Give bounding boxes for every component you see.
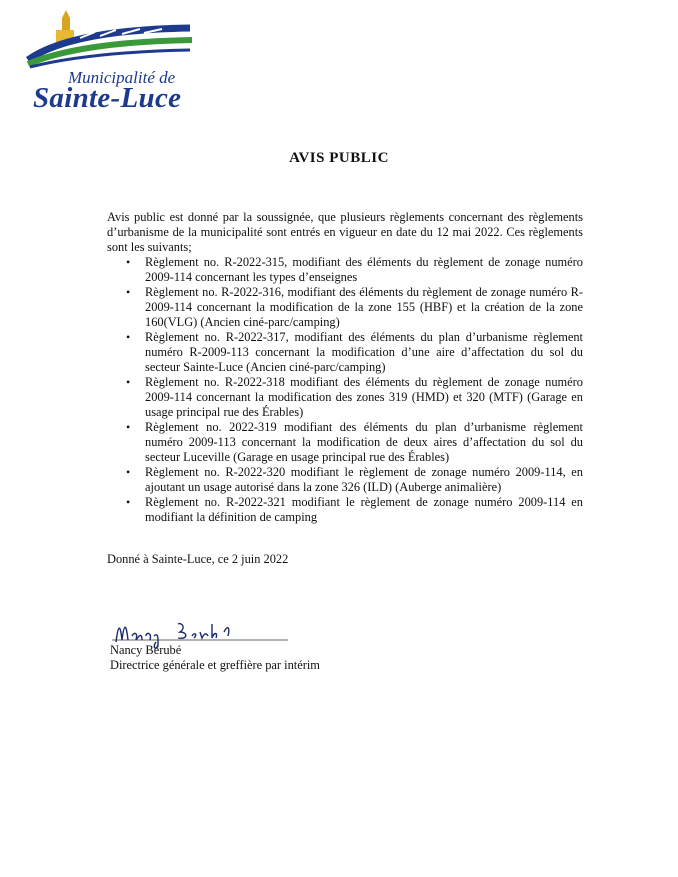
list-item-text: Règlement no. R-2022-315, modifiant des éléments du règlement de zonage numéro 2009-114 concernant les types d’enseignes: [145, 255, 583, 284]
signatory-name: Nancy Bérubé: [110, 643, 182, 657]
notice-body: [107, 210, 583, 525]
list-item-text: Règlement no. R-2022-320 modifiant le règlement de zonage numéro 2009-114, en ajoutant un usage autorisé dans la zone 326 (ILD) (Auberge animalière): [145, 465, 583, 494]
bullet-icon: •: [126, 285, 131, 299]
list-item: [107, 420, 583, 465]
list-item-text: Règlement no. 2022-319 modifiant des éléments du plan d’urbanisme règlement numéro 2009-113 concernant la modification de deux aires d’affectation du sol du secteur Luceville (Garage en usage principal rue des Érables): [145, 420, 583, 464]
bullet-icon: •: [126, 330, 131, 344]
logo-text-line1: Municipalité de: [68, 68, 176, 87]
list-item-text: Règlement no. R-2022-317, modifiant des éléments du plan d’urbanisme règlement numéro R-2009-113 concernant la modification d’une aire d’affectation du sol du secteur Sainte-Luce (Ancien ciné-parc/camping): [145, 330, 583, 374]
list-item: [107, 465, 583, 495]
intro-paragraph: Avis public est donné par la soussignée, que plusieurs règlements concernant des règlements d’urbanisme de la municipalité sont entrés en vigueur en date du 12 mai 2022. Ces règlements sont les suivants;: [107, 210, 583, 254]
list-item: [107, 375, 583, 420]
list-item-text: Règlement no. R-2022-318 modifiant des éléments du règlement de zonage numéro 2009-114 concernant la modification des zones 319 (HMD) et 320 (MTF) (Garage en usage principal rue des Érables): [145, 375, 583, 419]
list-item-text: Règlement no. R-2022-316, modifiant des éléments du règlement de zonage numéro R-2009-114 concernant la modification de la zone 155 (HBF) et la création de la zone 160(VLG) (Ancien ciné-parc/camping): [145, 285, 583, 329]
logo-text-line2: Sainte-Luce: [33, 82, 182, 114]
closing-line: Donné à Sainte-Luce, ce 2 juin 2022: [107, 552, 289, 566]
list-item: [107, 495, 583, 525]
regulation-list: [107, 255, 583, 525]
list-item: [107, 285, 583, 330]
bullet-icon: •: [126, 465, 131, 479]
bullet-icon: •: [126, 420, 131, 434]
list-item: [107, 255, 583, 285]
municipality-logo: [20, 8, 200, 114]
list-item: [107, 330, 583, 375]
document-title: AVIS PUBLIC: [289, 150, 389, 166]
bullet-icon: •: [126, 375, 131, 389]
signatory-role: Directrice générale et greffière par intérim: [110, 658, 320, 672]
list-item-text: Règlement no. R-2022-321 modifiant le règlement de zonage numéro 2009-114 en modifiant la définition de camping: [145, 495, 583, 524]
bullet-icon: •: [126, 255, 131, 269]
bullet-icon: •: [126, 495, 131, 509]
